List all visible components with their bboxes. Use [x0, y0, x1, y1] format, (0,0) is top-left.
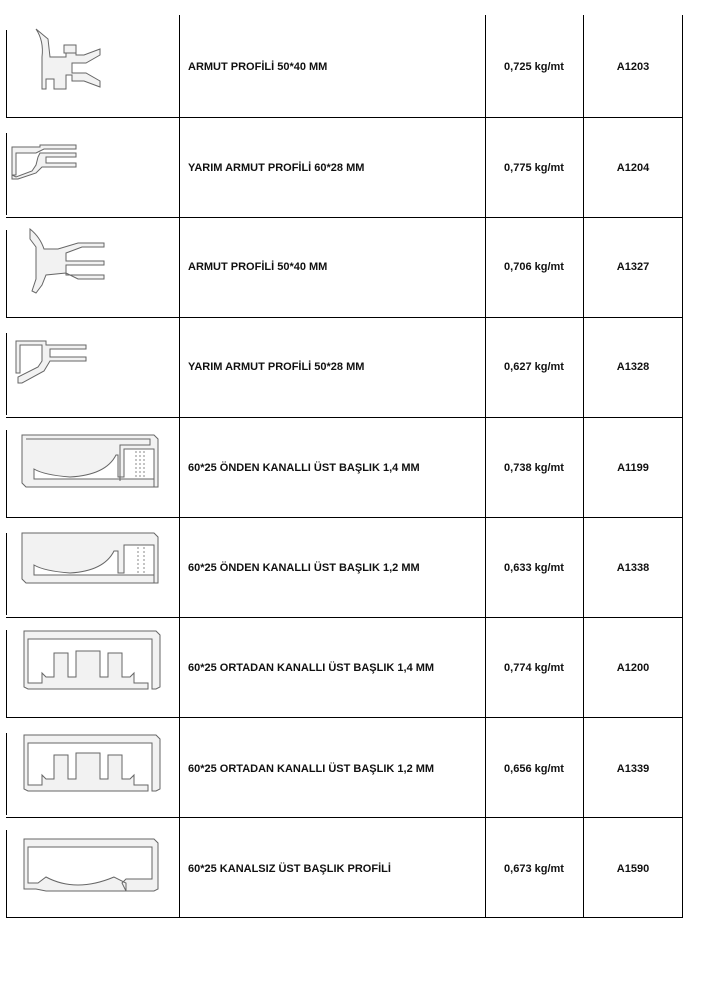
profile-weight: 0,627 kg/mt	[504, 361, 564, 373]
profile-code: A1339	[616, 763, 650, 775]
profile-weight: 0,774 kg/mt	[504, 662, 564, 674]
profile-code: A1203	[616, 61, 650, 73]
profile-name: YARIM ARMUT PROFİLİ 50*28 MM	[188, 361, 365, 373]
profile-name: 60*25 ÖNDEN KANALLI ÜST BAŞLIK 1,4 MM	[188, 462, 420, 474]
armut-profile-b-icon	[6, 217, 178, 317]
profile-weight: 0,725 kg/mt	[504, 61, 564, 73]
table-row	[0, 417, 707, 517]
profile-weight: 0,738 kg/mt	[504, 462, 564, 474]
front-channel-header-icon	[6, 517, 178, 617]
front-channel-header-icon	[6, 417, 178, 517]
profile-image	[6, 517, 178, 617]
table-row	[0, 117, 707, 217]
profile-image	[6, 317, 178, 417]
profile-image	[6, 617, 178, 717]
profile-image	[6, 817, 178, 917]
profile-weight: 0,656 kg/mt	[504, 763, 564, 775]
profile-weight: 0,673 kg/mt	[504, 863, 564, 875]
table-row	[0, 617, 707, 717]
plain-header-profile-icon	[6, 817, 178, 917]
profile-weight: 0,633 kg/mt	[504, 562, 564, 574]
table-row	[0, 817, 707, 917]
middle-channel-header-icon	[6, 717, 178, 817]
profile-image	[6, 417, 178, 517]
profile-code: A1204	[616, 162, 650, 174]
profile-image	[6, 717, 178, 817]
profile-weight: 0,775 kg/mt	[504, 162, 564, 174]
profile-name: 60*25 KANALSIZ ÜST BAŞLIK PROFİLİ	[188, 863, 391, 875]
profile-weight: 0,706 kg/mt	[504, 261, 564, 273]
profile-name: 60*25 ORTADAN KANALLI ÜST BAŞLIK 1,4 MM	[188, 662, 435, 674]
profile-name: YARIM ARMUT PROFİLİ 60*28 MM	[188, 162, 365, 174]
profile-image	[6, 117, 178, 217]
table-border-bottom	[6, 917, 683, 918]
table-row	[0, 217, 707, 317]
half-armut-profile-b-icon	[6, 317, 178, 417]
middle-channel-header-icon	[6, 617, 178, 717]
profile-code: A1199	[617, 462, 649, 474]
armut-profile-a-icon	[6, 17, 178, 117]
profile-name: ARMUT PROFİLİ 50*40 MM	[188, 261, 328, 273]
profile-image	[6, 17, 178, 117]
profile-code: A1590	[616, 863, 650, 875]
table-row	[0, 717, 707, 817]
profile-name: ARMUT PROFİLİ 50*40 MM	[188, 61, 328, 73]
table-row	[0, 17, 707, 117]
profile-code: A1327	[616, 261, 650, 273]
profile-name: 60*25 ÖNDEN KANALLI ÜST BAŞLIK 1,2 MM	[188, 562, 420, 574]
profile-code: A1328	[616, 361, 650, 373]
profile-code: A1200	[616, 662, 650, 674]
table-row	[0, 317, 707, 417]
table-row	[0, 517, 707, 617]
profile-code: A1338	[616, 562, 650, 574]
profile-image	[6, 217, 178, 317]
half-armut-profile-a-icon	[6, 117, 178, 217]
profile-name: 60*25 ORTADAN KANALLI ÜST BAŞLIK 1,2 MM	[188, 763, 435, 775]
